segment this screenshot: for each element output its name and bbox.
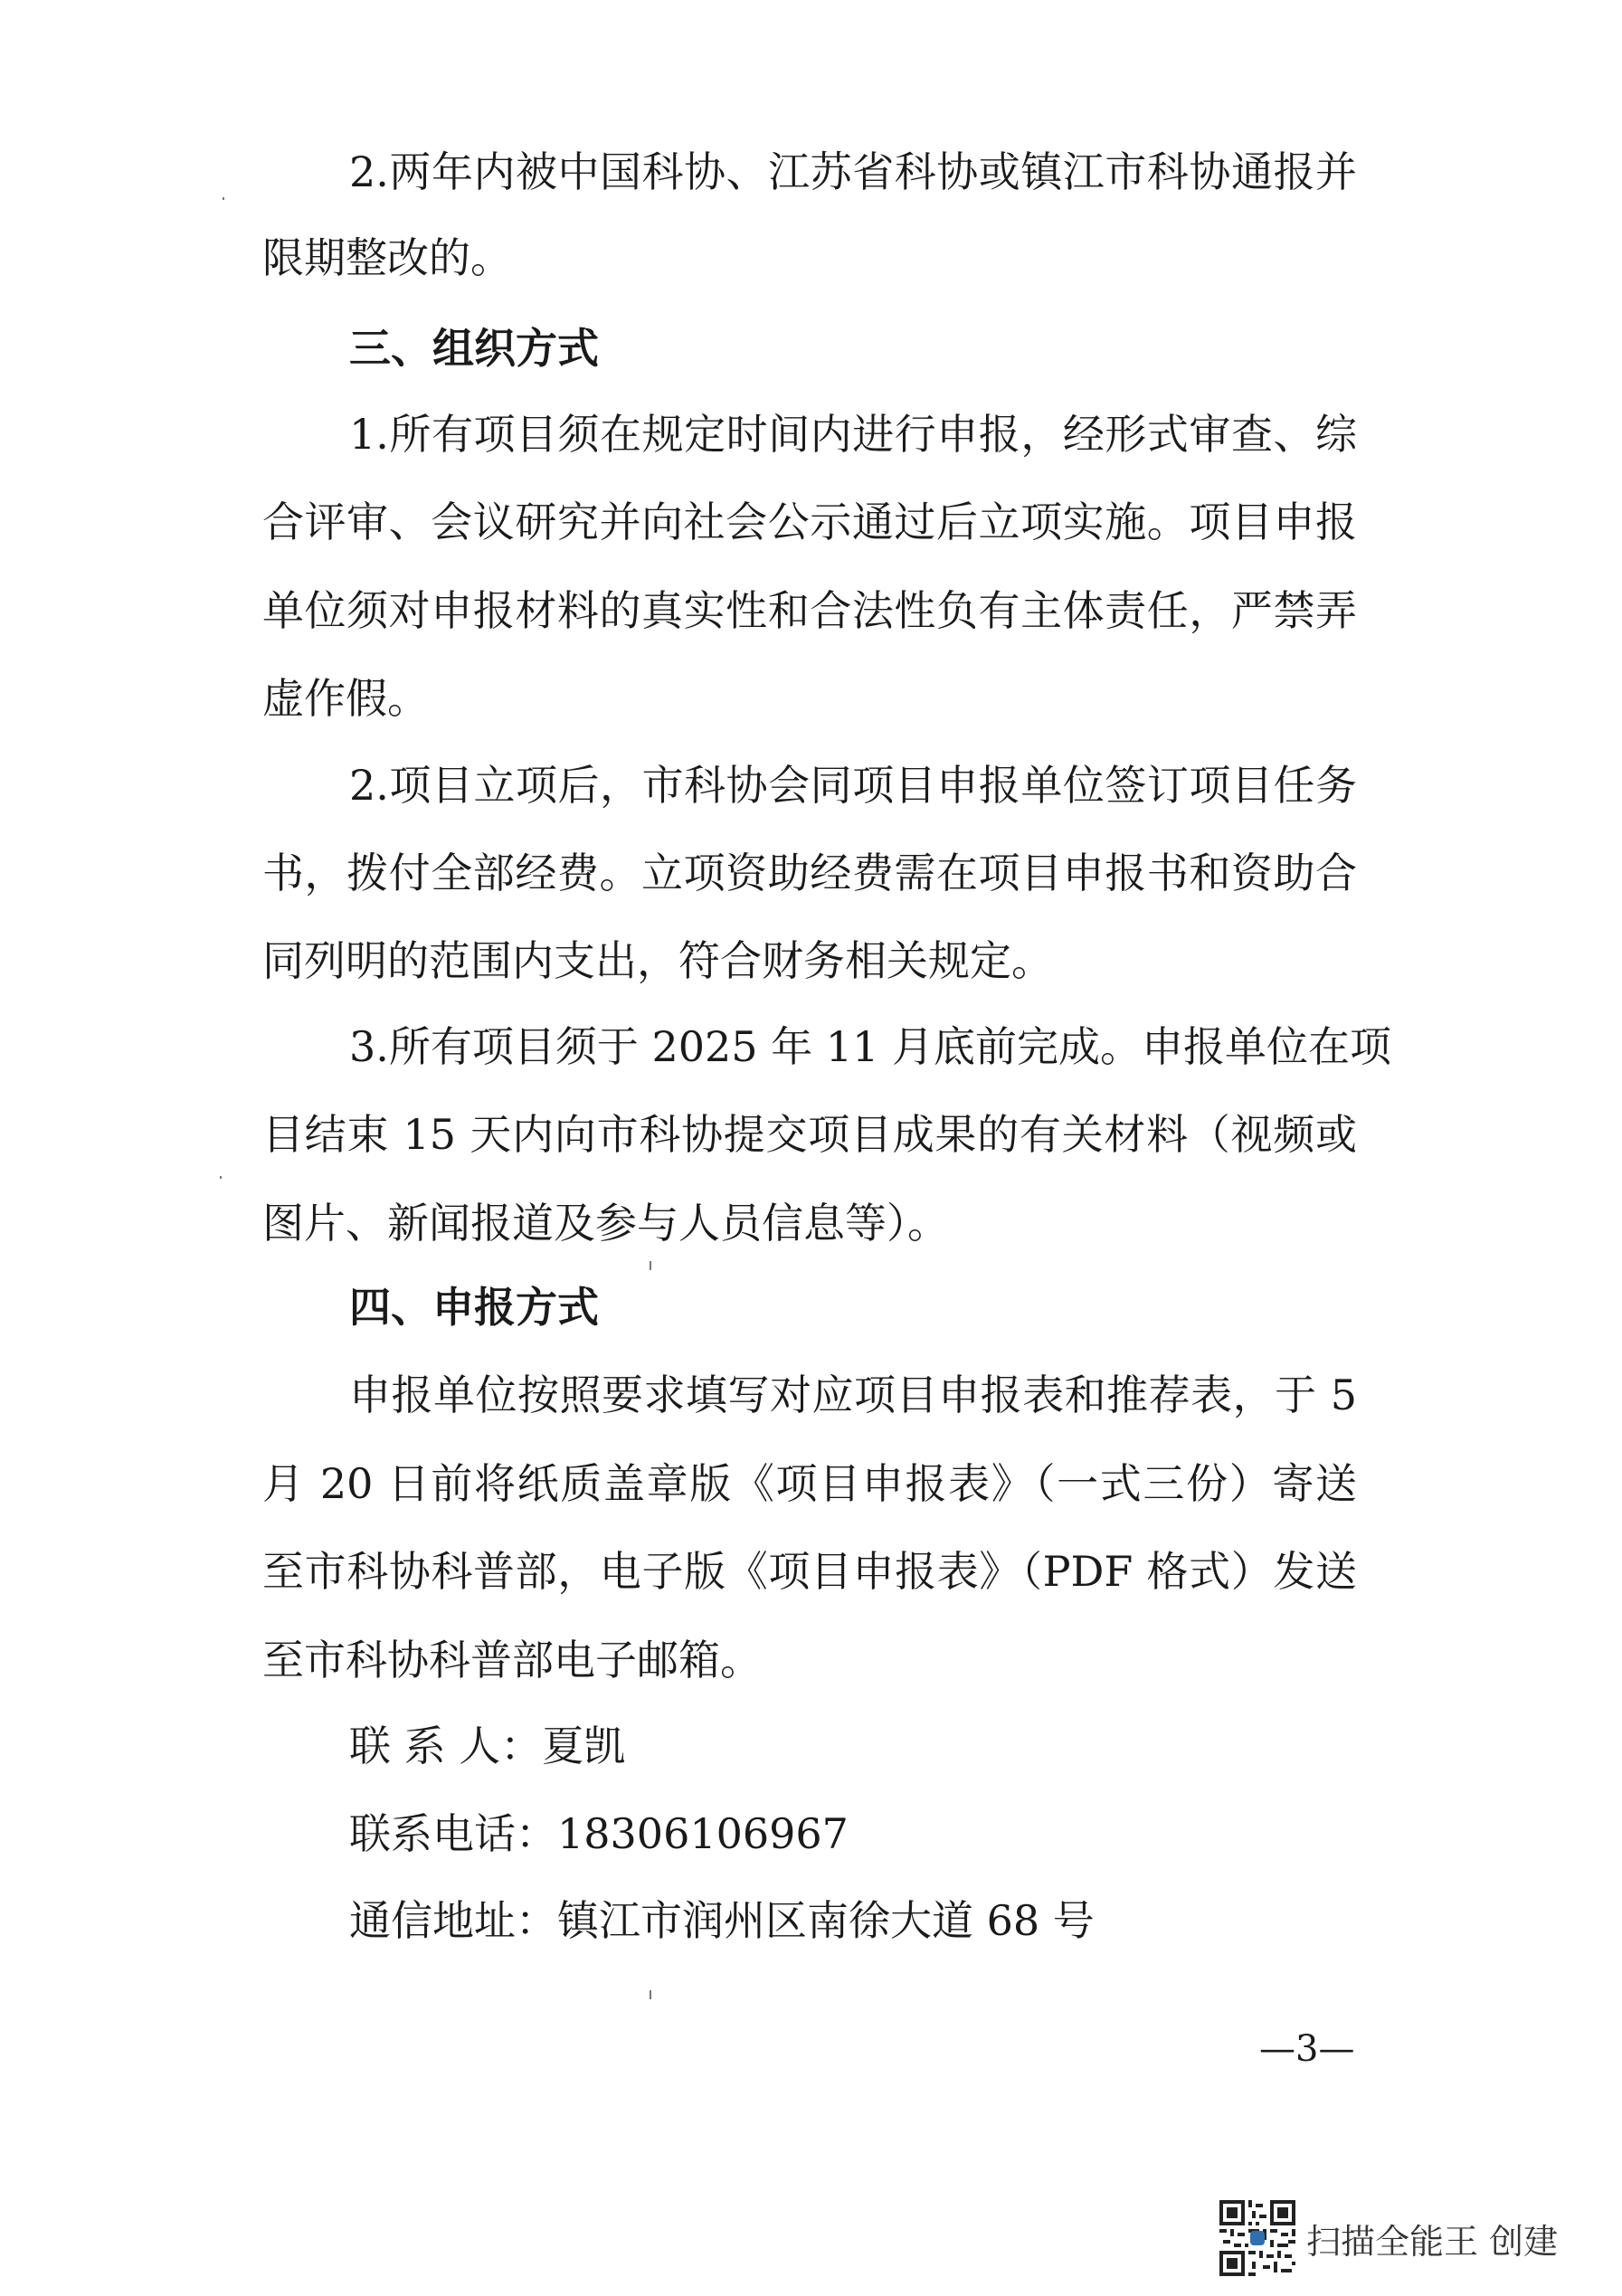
scan-speck (220, 1176, 222, 1179)
paragraph-line: 书，拨付全部经费。立项资助经费需在项目申报书和资助合 (262, 849, 1357, 897)
contact-person: 联 系 人：夏凯 (349, 1722, 626, 1770)
paragraph-line: 2.项目立项后，市科协会同项目申报单位签订项目任务 (349, 761, 1357, 810)
paragraph-line: 单位须对申报材料的真实性和合法性负有主体责任，严禁弄 (262, 586, 1357, 635)
scan-speck (650, 1990, 651, 1999)
contact-address: 通信地址：镇江市润州区南徐大道 68 号 (349, 1896, 1095, 1945)
paragraph-line: 限期整改的。 (262, 233, 512, 282)
paragraph-line: 目结束 15 天内向市科协提交项目成果的有关材料（视频或 (262, 1110, 1357, 1159)
paragraph-line: 图片、新闻报道及参与人员信息等）。 (262, 1199, 949, 1248)
paragraph-line: 2.两年内被中国科协、江苏省科协或镇江市科协通报并 (349, 147, 1357, 196)
paragraph-line: 1.所有项目须在规定时间内进行申报，经形式审查、综 (349, 410, 1357, 459)
scanner-watermark-text: 扫描全能王 创建 (1306, 2221, 1559, 2262)
page-number: —3— (1259, 2028, 1355, 2070)
paragraph-line: 至市科协科普部，电子版《项目申报表》（PDF 格式）发送 (262, 1547, 1357, 1596)
paragraph-line: 合评审、会议研究并向社会公示通过后立项实施。项目申报 (262, 498, 1357, 546)
section-heading: 四、申报方式 (349, 1283, 599, 1332)
qr-code-icon (1219, 2200, 1295, 2276)
paragraph-line: 申报单位按照要求填写对应项目申报表和推荐表，于 5 (349, 1371, 1357, 1419)
scanner-watermark (1219, 2200, 1558, 2276)
scan-speck (223, 197, 224, 200)
paragraph-line: 同列明的范围内支出，符合财务相关规定。 (262, 936, 1053, 985)
paragraph-line: 虚作假。 (262, 674, 429, 723)
paragraph-line: 至市科协科普部电子邮箱。 (262, 1636, 762, 1684)
scan-speck (650, 1261, 651, 1270)
section-heading: 三、组织方式 (349, 324, 599, 373)
paragraph-line: 3.所有项目须于 2025 年 11 月底前完成。申报单位在项 (349, 1022, 1391, 1071)
contact-phone: 联系电话：18306106967 (349, 1809, 849, 1858)
paragraph-line: 月 20 日前将纸质盖章版《项目申报表》（一式三份）寄送 (262, 1459, 1357, 1508)
